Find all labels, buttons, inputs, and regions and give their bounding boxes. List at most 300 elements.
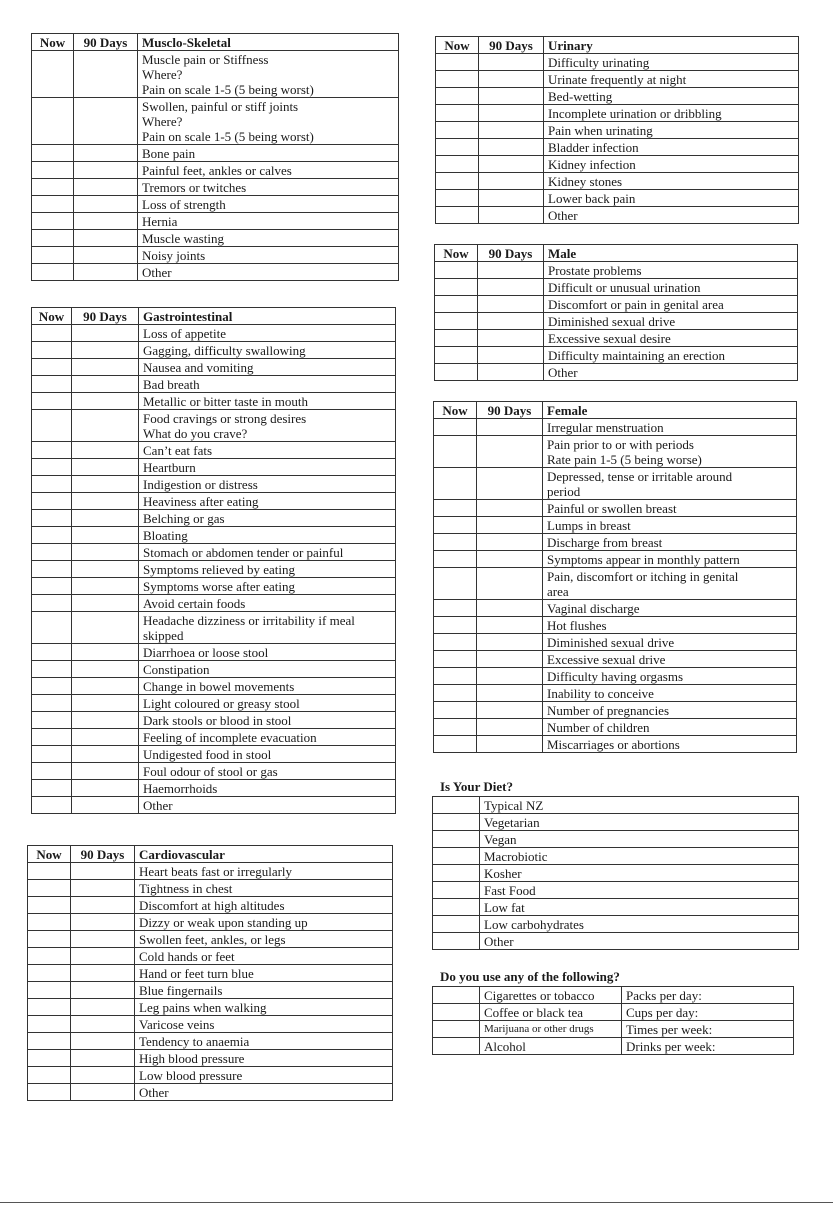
- diet-heading: Is Your Diet?: [440, 779, 513, 794]
- now-checkbox-cell[interactable]: [32, 162, 74, 179]
- now-checkbox-cell[interactable]: [32, 196, 74, 213]
- now-checkbox-cell[interactable]: [32, 325, 72, 342]
- symptom-label-cell: [135, 880, 393, 897]
- now-checkbox-cell[interactable]: [436, 71, 479, 88]
- symptom-row: [28, 965, 393, 982]
- 90-days-checkbox-cell[interactable]: [71, 880, 135, 897]
- 90-days-checkbox-cell[interactable]: [479, 54, 544, 71]
- 90-days-checkbox-cell[interactable]: [477, 534, 543, 551]
- now-checkbox-cell[interactable]: [28, 1050, 71, 1067]
- 90-days-checkbox-cell[interactable]: [72, 393, 139, 410]
- 90-days-checkbox-cell[interactable]: [477, 517, 543, 534]
- now-checkbox-cell[interactable]: [32, 578, 72, 595]
- 90-days-checkbox-cell[interactable]: [72, 510, 139, 527]
- diet-checkbox-cell[interactable]: [433, 865, 480, 882]
- 90-days-checkbox-cell[interactable]: [71, 1084, 135, 1101]
- now-checkbox-cell[interactable]: [28, 931, 71, 948]
- 90-days-checkbox-cell[interactable]: [74, 179, 138, 196]
- symptom-label-cell: [139, 459, 396, 476]
- symptom-label-cell: [135, 982, 393, 999]
- now-checkbox-cell[interactable]: [32, 695, 72, 712]
- symptom-label: Food cravings or strong desires: [143, 411, 307, 426]
- diet-row: [433, 831, 799, 848]
- symptom-label: Muscle pain or Stiffness: [142, 52, 269, 67]
- now-checkbox-cell[interactable]: [435, 262, 478, 279]
- symptom-row: [32, 179, 399, 196]
- now-checkbox-cell[interactable]: [32, 459, 72, 476]
- now-checkbox-cell[interactable]: [32, 393, 72, 410]
- 90-days-checkbox-cell[interactable]: [478, 330, 544, 347]
- symptom-row: [436, 105, 799, 122]
- now-checkbox-cell[interactable]: [434, 551, 477, 568]
- 90-days-checkbox-cell[interactable]: [72, 729, 139, 746]
- now-checkbox-cell[interactable]: [32, 442, 72, 459]
- 90-days-checkbox-cell[interactable]: [477, 685, 543, 702]
- symptom-label: Excessive sexual desire: [548, 331, 671, 346]
- 90-days-checkbox-cell[interactable]: [478, 313, 544, 330]
- table-header-row: [436, 37, 799, 54]
- diet-checkbox-cell[interactable]: [433, 899, 480, 916]
- 90-days-checkbox-cell[interactable]: [71, 1033, 135, 1050]
- now-checkbox-cell[interactable]: [32, 780, 72, 797]
- 90-days-checkbox-cell[interactable]: [72, 780, 139, 797]
- now-checkbox-cell[interactable]: [32, 376, 72, 393]
- symptom-label-cell: [544, 279, 798, 296]
- symptom-label: Loss of strength: [142, 197, 226, 212]
- now-checkbox-cell[interactable]: [436, 54, 479, 71]
- now-checkbox-cell[interactable]: [32, 729, 72, 746]
- 90-days-checkbox-cell[interactable]: [72, 493, 139, 510]
- symptom-label-cell: [544, 105, 799, 122]
- now-checkbox-cell[interactable]: [32, 145, 74, 162]
- 90-days-checkbox-cell[interactable]: [477, 600, 543, 617]
- now-checkbox-cell[interactable]: [28, 1067, 71, 1084]
- 90-days-checkbox-cell[interactable]: [72, 695, 139, 712]
- 90-days-checkbox-cell[interactable]: [71, 931, 135, 948]
- symptom-row: [32, 442, 396, 459]
- substance-checkbox-cell[interactable]: [433, 1021, 480, 1038]
- 90-days-checkbox-cell[interactable]: [72, 544, 139, 561]
- now-checkbox-cell[interactable]: [28, 1016, 71, 1033]
- 90-days-checkbox-cell[interactable]: [72, 325, 139, 342]
- now-checkbox-cell[interactable]: [32, 359, 72, 376]
- symptom-label: Depressed, tense or irritable around: [547, 469, 733, 484]
- now-checkbox-cell[interactable]: [434, 517, 477, 534]
- 90-days-checkbox-cell[interactable]: [477, 551, 543, 568]
- symptom-label: Change in bowel movements: [143, 679, 295, 694]
- table-header-row: [435, 245, 798, 262]
- symptom-label: Pain on scale 1-5 (5 being worst): [142, 129, 314, 144]
- symptom-label-cell: [544, 296, 798, 313]
- now-checkbox-cell[interactable]: [436, 139, 479, 156]
- now-checkbox-cell[interactable]: [434, 685, 477, 702]
- now-checkbox-cell[interactable]: [32, 510, 72, 527]
- 90-days-checkbox-cell[interactable]: [74, 264, 138, 281]
- symptom-row: [28, 1016, 393, 1033]
- substance-row: [433, 1038, 794, 1055]
- now-checkbox-cell[interactable]: [32, 544, 72, 561]
- symptom-label: Low blood pressure: [139, 1068, 243, 1083]
- diet-option-label: Macrobiotic: [480, 848, 799, 865]
- symptom-row: [436, 156, 799, 173]
- 90-days-checkbox-cell[interactable]: [71, 948, 135, 965]
- symptom-label: Symptoms relieved by eating: [143, 562, 296, 577]
- symptom-row: [28, 948, 393, 965]
- 90-days-checkbox-cell[interactable]: [71, 1016, 135, 1033]
- symptom-label-cell: [139, 661, 396, 678]
- symptom-label-cell: [135, 1016, 393, 1033]
- symptom-label-cell: [544, 139, 799, 156]
- 90-days-checkbox-cell[interactable]: [74, 247, 138, 264]
- symptom-row: [28, 1050, 393, 1067]
- 90-days-checkbox-cell[interactable]: [477, 702, 543, 719]
- 90-days-checkbox-cell[interactable]: [72, 797, 139, 814]
- now-checkbox-cell[interactable]: [436, 190, 479, 207]
- diet-checkbox-cell[interactable]: [433, 797, 480, 814]
- 90-days-checkbox-cell[interactable]: [74, 230, 138, 247]
- now-checkbox-cell[interactable]: [32, 797, 72, 814]
- 90-days-checkbox-cell[interactable]: [74, 196, 138, 213]
- substance-checkbox-cell[interactable]: [433, 987, 480, 1004]
- now-checkbox-cell[interactable]: [32, 644, 72, 661]
- symptom-label: Difficulty urinating: [548, 55, 650, 70]
- symptom-label-cell: [543, 617, 797, 634]
- diet-checkbox-cell[interactable]: [433, 933, 480, 950]
- now-checkbox-cell[interactable]: [436, 105, 479, 122]
- 90-days-checkbox-cell[interactable]: [71, 965, 135, 982]
- diet-option-label: Fast Food: [480, 882, 799, 899]
- now-checkbox-cell[interactable]: [32, 98, 74, 145]
- 90-days-checkbox-cell[interactable]: [479, 88, 544, 105]
- table-header-row: [32, 308, 396, 325]
- symptom-label-cell: [543, 634, 797, 651]
- section-title: Cardiovascular: [135, 846, 393, 863]
- symptom-row: [32, 247, 399, 264]
- now-checkbox-cell[interactable]: [434, 468, 477, 500]
- now-checkbox-cell[interactable]: [32, 493, 72, 510]
- 90-days-checkbox-cell[interactable]: [478, 296, 544, 313]
- 90-days-checkbox-cell[interactable]: [71, 914, 135, 931]
- now-checkbox-cell[interactable]: [436, 173, 479, 190]
- symptom-label-cell: [139, 342, 396, 359]
- 90-days-checkbox-cell[interactable]: [477, 468, 543, 500]
- diet-row: [433, 899, 799, 916]
- symptom-label-cell: [138, 145, 399, 162]
- symptom-row: [32, 763, 396, 780]
- now-checkbox-cell[interactable]: [28, 1033, 71, 1050]
- symptom-label-cell: [543, 551, 797, 568]
- symptom-label: Where?: [142, 114, 183, 129]
- now-checkbox-cell[interactable]: [32, 213, 74, 230]
- symptom-label: Diminished sexual drive: [548, 314, 676, 329]
- now-checkbox-cell[interactable]: [435, 296, 478, 313]
- now-checkbox-cell[interactable]: [32, 612, 72, 644]
- symptom-row: [32, 325, 396, 342]
- diet-checkbox-cell[interactable]: [433, 814, 480, 831]
- now-checkbox-cell[interactable]: [434, 668, 477, 685]
- symptom-row: [28, 897, 393, 914]
- now-checkbox-cell[interactable]: [28, 897, 71, 914]
- now-checkbox-cell[interactable]: [32, 661, 72, 678]
- table-header-row: [32, 34, 399, 51]
- symptom-label: Symptoms appear in monthly pattern: [547, 552, 740, 567]
- symptom-label: Difficulty having orgasms: [547, 669, 684, 684]
- 90-days-checkbox-cell[interactable]: [72, 612, 139, 644]
- 90-days-checkbox-cell[interactable]: [477, 736, 543, 753]
- now-checkbox-cell[interactable]: [32, 712, 72, 729]
- 90-days-checkbox-cell[interactable]: [477, 419, 543, 436]
- 90-days-checkbox-cell[interactable]: [479, 173, 544, 190]
- 90-days-checkbox-cell[interactable]: [478, 262, 544, 279]
- substance-measure: Drinks per week:: [622, 1038, 794, 1055]
- substance-checkbox-cell[interactable]: [433, 1004, 480, 1021]
- symptom-row: [434, 617, 797, 634]
- symptom-label-cell: [135, 948, 393, 965]
- 90-days-checkbox-cell[interactable]: [477, 719, 543, 736]
- 90-days-checkbox-cell[interactable]: [479, 139, 544, 156]
- now-checkbox-cell[interactable]: [434, 419, 477, 436]
- symptom-row: [434, 500, 797, 517]
- 90-days-checkbox-cell[interactable]: [72, 476, 139, 493]
- symptom-label: Diarrhoea or loose stool: [143, 645, 269, 660]
- 90-days-checkbox-cell[interactable]: [72, 644, 139, 661]
- 90-days-checkbox-cell[interactable]: [477, 617, 543, 634]
- now-checkbox-cell[interactable]: [435, 364, 478, 381]
- 90-days-column-header: 90 Days: [72, 308, 139, 325]
- now-checkbox-cell[interactable]: [28, 999, 71, 1016]
- symptom-row: [32, 393, 396, 410]
- symptom-row: [32, 729, 396, 746]
- symptom-label-cell: [544, 330, 798, 347]
- substance-row: [433, 1021, 794, 1038]
- 90-days-checkbox-cell[interactable]: [71, 863, 135, 880]
- symptom-row: [32, 359, 396, 376]
- 90-days-checkbox-cell[interactable]: [74, 145, 138, 162]
- symptom-label: Discharge from breast: [547, 535, 663, 550]
- 90-days-checkbox-cell[interactable]: [72, 746, 139, 763]
- 90-days-checkbox-cell[interactable]: [72, 578, 139, 595]
- 90-days-checkbox-cell[interactable]: [74, 162, 138, 179]
- symptom-row: [32, 612, 396, 644]
- symptom-row: [32, 644, 396, 661]
- 90-days-checkbox-cell[interactable]: [479, 207, 544, 224]
- symptom-label-cell: [139, 510, 396, 527]
- 90-days-checkbox-cell[interactable]: [479, 156, 544, 173]
- 90-days-checkbox-cell[interactable]: [72, 442, 139, 459]
- now-column-header: Now: [32, 308, 72, 325]
- symptom-row: [435, 279, 798, 296]
- now-checkbox-cell[interactable]: [32, 264, 74, 281]
- diet-row: [433, 882, 799, 899]
- now-checkbox-cell[interactable]: [32, 179, 74, 196]
- 90-days-checkbox-cell[interactable]: [72, 561, 139, 578]
- symptom-row: [32, 476, 396, 493]
- now-checkbox-cell[interactable]: [434, 617, 477, 634]
- now-checkbox-cell[interactable]: [32, 230, 74, 247]
- diet-checkbox-cell[interactable]: [433, 831, 480, 848]
- now-checkbox-cell[interactable]: [435, 347, 478, 364]
- section-title: Musclo-Skeletal: [138, 34, 399, 51]
- 90-days-checkbox-cell[interactable]: [479, 71, 544, 88]
- symptom-label: Painful or swollen breast: [547, 501, 677, 516]
- symptom-row: [28, 999, 393, 1016]
- now-checkbox-cell[interactable]: [436, 207, 479, 224]
- now-checkbox-cell[interactable]: [28, 914, 71, 931]
- 90-days-checkbox-cell[interactable]: [72, 376, 139, 393]
- now-checkbox-cell[interactable]: [32, 595, 72, 612]
- symptom-row: [28, 1084, 393, 1101]
- symptom-row: [32, 51, 399, 98]
- now-checkbox-cell[interactable]: [28, 948, 71, 965]
- symptom-label-cell: [543, 736, 797, 753]
- symptom-label: Inability to conceive: [547, 686, 654, 701]
- symptom-label-cell: [138, 213, 399, 230]
- symptom-label: skipped: [143, 628, 184, 643]
- diet-row: [433, 865, 799, 882]
- 90-days-checkbox-cell[interactable]: [479, 122, 544, 139]
- 90-days-checkbox-cell[interactable]: [477, 436, 543, 468]
- diet-option-label: Vegan: [480, 831, 799, 848]
- now-checkbox-cell[interactable]: [28, 965, 71, 982]
- substance-checkbox-cell[interactable]: [433, 1038, 480, 1055]
- 90-days-checkbox-cell[interactable]: [478, 279, 544, 296]
- symptom-label-cell: [543, 702, 797, 719]
- 90-days-checkbox-cell[interactable]: [72, 410, 139, 442]
- symptom-label: Gagging, difficulty swallowing: [143, 343, 306, 358]
- symptom-label: Heartburn: [143, 460, 196, 475]
- substance-label: Alcohol: [480, 1038, 622, 1055]
- now-checkbox-cell[interactable]: [32, 561, 72, 578]
- now-checkbox-cell[interactable]: [434, 568, 477, 600]
- symptom-row: [32, 196, 399, 213]
- symptom-label-cell: [135, 1084, 393, 1101]
- 90-days-checkbox-cell[interactable]: [71, 1050, 135, 1067]
- symptom-label-cell: [135, 863, 393, 880]
- now-checkbox-cell[interactable]: [28, 863, 71, 880]
- 90-days-checkbox-cell[interactable]: [71, 999, 135, 1016]
- symptom-label: Cold hands or feet: [139, 949, 235, 964]
- now-checkbox-cell[interactable]: [434, 534, 477, 551]
- symptom-label-cell: [139, 644, 396, 661]
- symptom-row: [435, 313, 798, 330]
- symptom-row: [32, 145, 399, 162]
- now-checkbox-cell[interactable]: [434, 436, 477, 468]
- 90-days-checkbox-cell[interactable]: [72, 527, 139, 544]
- 90-days-checkbox-cell[interactable]: [74, 98, 138, 145]
- now-checkbox-cell[interactable]: [436, 122, 479, 139]
- now-checkbox-cell[interactable]: [434, 634, 477, 651]
- now-checkbox-cell[interactable]: [28, 880, 71, 897]
- 90-days-checkbox-cell[interactable]: [72, 359, 139, 376]
- symptom-label: Difficulty maintaining an erection: [548, 348, 726, 363]
- 90-days-checkbox-cell[interactable]: [478, 364, 544, 381]
- 90-days-checkbox-cell[interactable]: [72, 678, 139, 695]
- symptom-label-cell: [139, 695, 396, 712]
- symptom-label-cell: [139, 410, 396, 442]
- now-checkbox-cell[interactable]: [434, 500, 477, 517]
- substance-label: Coffee or black tea: [480, 1004, 622, 1021]
- diet-checkbox-cell[interactable]: [433, 848, 480, 865]
- symptom-label: Hernia: [142, 214, 178, 229]
- now-checkbox-cell[interactable]: [435, 279, 478, 296]
- 90-days-checkbox-cell[interactable]: [479, 105, 544, 122]
- 90-days-checkbox-cell[interactable]: [74, 213, 138, 230]
- 90-days-checkbox-cell[interactable]: [72, 661, 139, 678]
- 90-days-checkbox-cell[interactable]: [72, 342, 139, 359]
- symptom-label: Lumps in breast: [547, 518, 631, 533]
- symptom-label-cell: [543, 568, 797, 600]
- now-checkbox-cell[interactable]: [434, 651, 477, 668]
- 90-days-checkbox-cell[interactable]: [74, 51, 138, 98]
- 90-days-checkbox-cell[interactable]: [72, 595, 139, 612]
- 90-days-checkbox-cell[interactable]: [71, 897, 135, 914]
- now-checkbox-cell[interactable]: [434, 600, 477, 617]
- symptom-label: Undigested food in stool: [143, 747, 272, 762]
- section-title: Urinary: [544, 37, 799, 54]
- 90-days-checkbox-cell[interactable]: [477, 634, 543, 651]
- 90-days-column-header: 90 Days: [71, 846, 135, 863]
- symptom-label: Other: [548, 208, 578, 223]
- 90-days-checkbox-cell[interactable]: [71, 982, 135, 999]
- now-checkbox-cell[interactable]: [32, 342, 72, 359]
- 90-days-checkbox-cell[interactable]: [72, 459, 139, 476]
- symptom-label-cell: [544, 190, 799, 207]
- 90-days-checkbox-cell[interactable]: [477, 568, 543, 600]
- now-checkbox-cell[interactable]: [435, 330, 478, 347]
- 90-days-checkbox-cell[interactable]: [71, 1067, 135, 1084]
- now-checkbox-cell[interactable]: [434, 736, 477, 753]
- symptom-row: [28, 982, 393, 999]
- 90-days-checkbox-cell[interactable]: [479, 190, 544, 207]
- now-checkbox-cell[interactable]: [436, 156, 479, 173]
- 90-days-checkbox-cell[interactable]: [72, 712, 139, 729]
- diet-checkbox-cell[interactable]: [433, 916, 480, 933]
- symptom-label: Swollen, painful or stiff joints: [142, 99, 299, 114]
- now-checkbox-cell[interactable]: [28, 982, 71, 999]
- diet-option-label: Typical NZ: [480, 797, 799, 814]
- symptom-row: [32, 678, 396, 695]
- now-checkbox-cell[interactable]: [436, 88, 479, 105]
- now-checkbox-cell[interactable]: [32, 746, 72, 763]
- now-checkbox-cell[interactable]: [32, 527, 72, 544]
- 90-days-checkbox-cell[interactable]: [478, 347, 544, 364]
- symptom-label: Incomplete urination or dribbling: [548, 106, 722, 121]
- now-checkbox-cell[interactable]: [32, 247, 74, 264]
- now-checkbox-cell[interactable]: [32, 678, 72, 695]
- 90-days-checkbox-cell[interactable]: [477, 668, 543, 685]
- now-checkbox-cell[interactable]: [32, 410, 72, 442]
- now-checkbox-cell[interactable]: [32, 476, 72, 493]
- 90-days-checkbox-cell[interactable]: [477, 500, 543, 517]
- 90-days-checkbox-cell[interactable]: [477, 651, 543, 668]
- now-checkbox-cell[interactable]: [28, 1084, 71, 1101]
- symptom-label-cell: [139, 376, 396, 393]
- substance-use-heading: Do you use any of the following?: [440, 969, 620, 984]
- now-checkbox-cell[interactable]: [434, 719, 477, 736]
- now-checkbox-cell[interactable]: [32, 51, 74, 98]
- symptom-label-cell: [543, 500, 797, 517]
- gastrointestinal-table: [31, 307, 396, 814]
- now-checkbox-cell[interactable]: [435, 313, 478, 330]
- diet-row: [433, 848, 799, 865]
- symptom-label: Heaviness after eating: [143, 494, 259, 509]
- symptom-label-cell: [139, 797, 396, 814]
- 90-days-checkbox-cell[interactable]: [72, 763, 139, 780]
- now-checkbox-cell[interactable]: [32, 763, 72, 780]
- diet-checkbox-cell[interactable]: [433, 882, 480, 899]
- symptom-label-cell: [139, 763, 396, 780]
- now-checkbox-cell[interactable]: [434, 702, 477, 719]
